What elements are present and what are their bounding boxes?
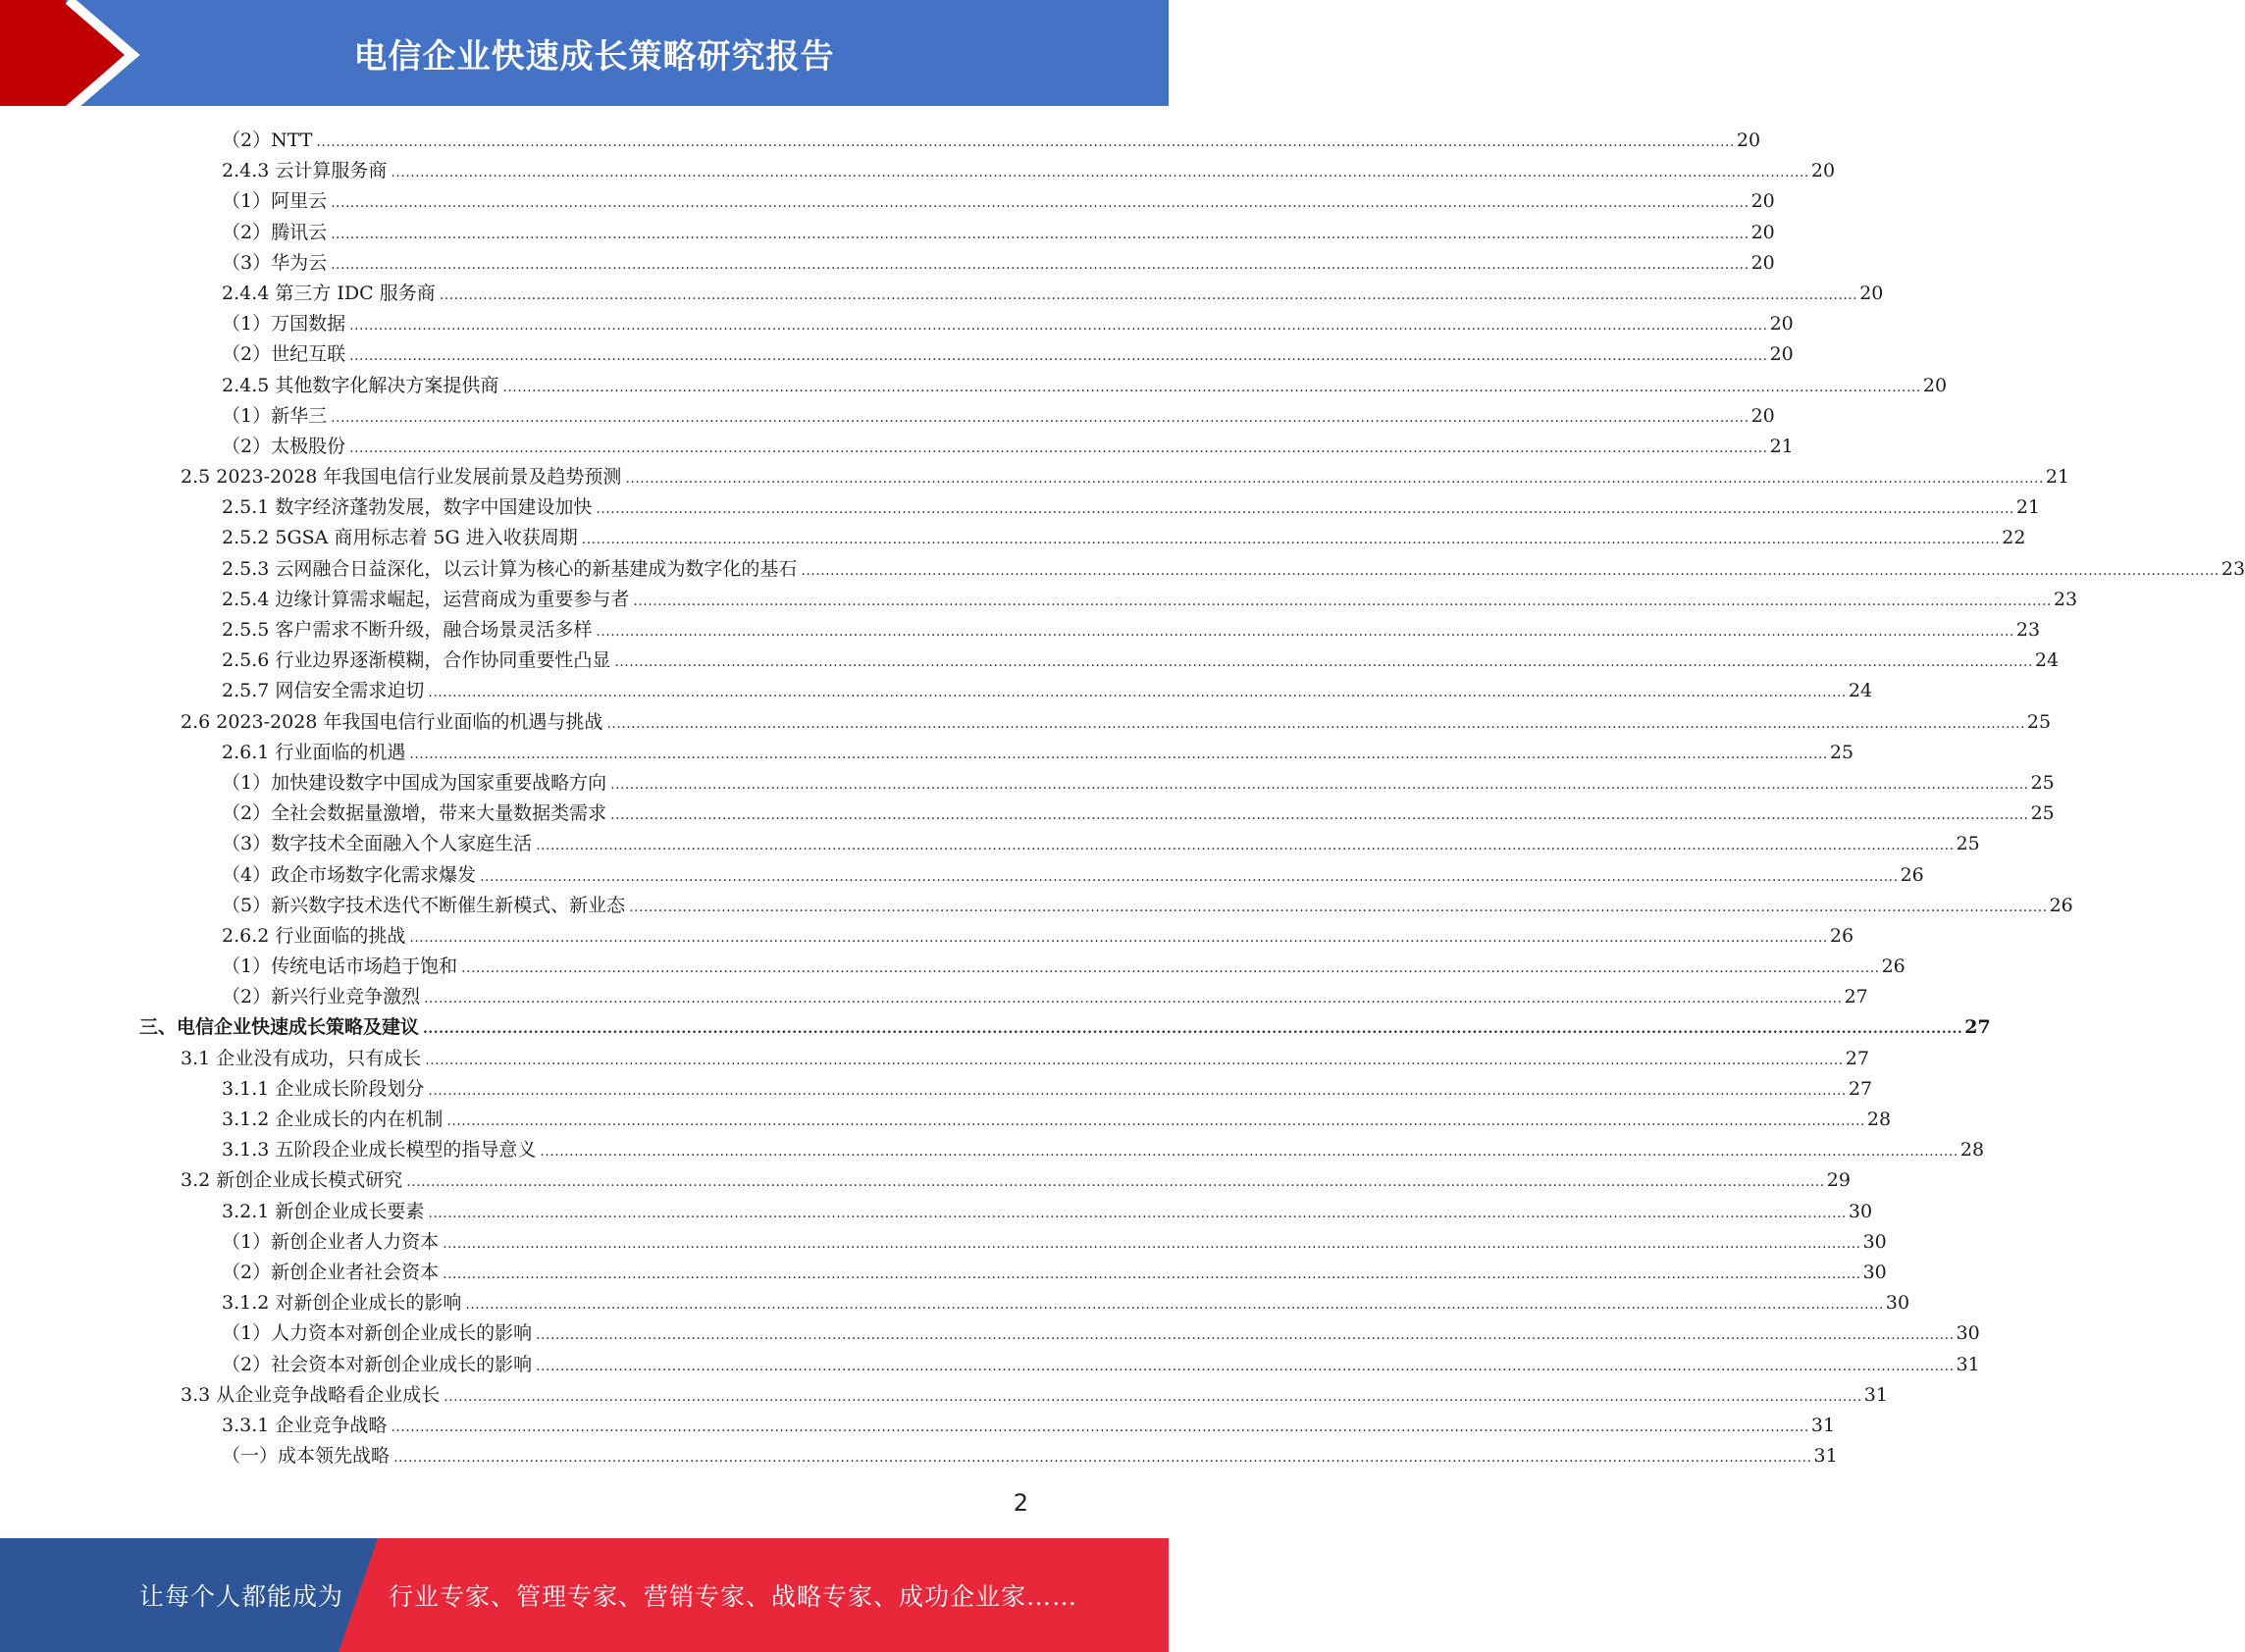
- toc-entry-page: 27: [1845, 1047, 1869, 1069]
- toc-entry[interactable]: [0, 676, 1873, 706]
- toc-dot-leader: [614, 647, 2032, 678]
- table-of-contents: [0, 126, 2245, 1471]
- toc-dot-leader: [461, 954, 1879, 984]
- toc-entry[interactable]: [0, 1197, 1873, 1227]
- toc-entry[interactable]: [0, 585, 2078, 615]
- toc-entry[interactable]: [0, 1441, 1838, 1471]
- toc-entry-page: 31: [1813, 1445, 1838, 1468]
- toc-dot-leader: [409, 923, 1827, 954]
- toc-entry-page: 20: [1810, 160, 1836, 182]
- toc-entry-page: 20: [1750, 190, 1775, 213]
- toc-dot-leader: [423, 1014, 1962, 1045]
- toc-entry[interactable]: [0, 279, 1884, 309]
- footer-slogan-right: 行业专家、管理专家、营销专家、战略专家、成功企业家……: [389, 1582, 1078, 1611]
- toc-entry-title: （一）成本领先战略: [222, 1445, 391, 1468]
- toc-dot-leader: [582, 525, 2000, 555]
- toc-entry-page: 26: [1900, 863, 1924, 886]
- toc-entry-title: （2）社会资本对新创企业成长的影响: [222, 1353, 533, 1375]
- toc-entry-title: （4）政企市场数字化需求爆发: [222, 863, 477, 886]
- toc-entry-page: 28: [1866, 1109, 1892, 1130]
- toc-dot-leader: [536, 831, 1954, 861]
- toc-entry[interactable]: [0, 1227, 1887, 1258]
- toc-entry[interactable]: [0, 1288, 1910, 1318]
- toc-entry[interactable]: [0, 156, 1836, 186]
- toc-entry[interactable]: [0, 1258, 1887, 1288]
- toc-dot-leader: [801, 556, 2219, 587]
- toc-entry-page: 25: [2030, 802, 2055, 825]
- toc-entry-title: （1）新华三: [222, 404, 328, 427]
- toc-entry-page: 30: [1862, 1261, 1887, 1283]
- toc-entry-page: 27: [1844, 986, 1868, 1008]
- toc-entry[interactable]: [0, 982, 1868, 1012]
- toc-dot-leader: [443, 1229, 1860, 1260]
- toc-dot-leader: [428, 1076, 1846, 1107]
- toc-dot-leader: [596, 617, 2013, 647]
- toc-entry[interactable]: [0, 829, 1980, 859]
- toc-entry-page: 31: [1810, 1414, 1836, 1436]
- toc-entry-title: （2）太极股份: [222, 435, 346, 457]
- toc-entry[interactable]: [0, 707, 2052, 738]
- toc-entry-page: 31: [1863, 1383, 1888, 1406]
- toc-entry-page: 30: [1885, 1292, 1910, 1315]
- toc-dot-leader: [610, 800, 2028, 831]
- toc-entry-page: 30: [1956, 1322, 1980, 1345]
- toc-dot-leader: [428, 1199, 1846, 1229]
- toc-entry[interactable]: [0, 309, 1794, 339]
- toc-dot-leader: [331, 220, 1749, 250]
- toc-entry[interactable]: [0, 371, 1948, 401]
- toc-entry-page: 21: [2015, 496, 2041, 519]
- toc-dot-leader: [409, 740, 1827, 770]
- toc-dot-leader: [465, 1290, 1883, 1320]
- toc-entry-page: 20: [1750, 221, 1775, 243]
- toc-dot-leader: [331, 188, 1749, 219]
- toc-entry[interactable]: [0, 1044, 1869, 1074]
- toc-entry-page: 20: [1769, 343, 1794, 366]
- toc-entry-page: 23: [2220, 557, 2245, 580]
- toc-dot-leader: [606, 709, 2024, 740]
- toc-entry-title: （2）新兴行业竞争激烈: [222, 986, 421, 1008]
- toc-entry[interactable]: [0, 1165, 1851, 1196]
- toc-entry-title: 3.1.3 五阶段企业成长模型的指导意义: [222, 1139, 537, 1162]
- toc-entry-title: 2.6 2023-2028 年我国电信行业面临的机遇与挑战: [181, 710, 603, 733]
- toc-dot-leader: [633, 587, 2051, 617]
- toc-entry[interactable]: [0, 432, 1794, 462]
- toc-entry[interactable]: [0, 738, 1854, 768]
- toc-entry-title: 2.4.4 第三方 IDC 服务商: [222, 282, 436, 304]
- toc-dot-leader: [393, 1443, 1811, 1473]
- toc-dot-leader: [540, 1137, 1958, 1167]
- toc-entry-title: （2）世纪互联: [222, 343, 346, 366]
- toc-entry[interactable]: [0, 1350, 1980, 1380]
- toc-dot-leader: [625, 464, 2043, 494]
- page-number: 2: [1013, 1489, 1028, 1517]
- toc-entry-title: 3.2.1 新创企业成长要素: [222, 1200, 425, 1222]
- document-title: 电信企业快速成长策略研究报告: [353, 36, 835, 77]
- toc-entry-page: 24: [2034, 649, 2060, 672]
- toc-entry-page: 26: [1829, 924, 1854, 947]
- toc-entry-title: （1）阿里云: [222, 190, 328, 213]
- toc-entry-page: 20: [1736, 129, 1761, 151]
- toc-entry[interactable]: [0, 339, 1794, 370]
- toc-entry-title: 3.1 企业没有成功，只有成长: [181, 1047, 422, 1069]
- toc-entry-title: 2.4.3 云计算服务商: [222, 160, 388, 182]
- toc-entry-page: 25: [1956, 833, 1980, 855]
- toc-entry[interactable]: [0, 126, 1761, 156]
- toc-entry[interactable]: [0, 615, 2041, 645]
- toc-entry[interactable]: [0, 554, 2245, 585]
- toc-entry-page: 29: [1826, 1169, 1851, 1192]
- toc-entry-title: 3.3.1 企业竞争战略: [222, 1414, 388, 1436]
- toc-entry-title: 2.5.1 数字经济蓬勃发展，数字中国建设加快: [222, 496, 593, 519]
- toc-dot-leader: [425, 1046, 1843, 1076]
- toc-dot-leader: [446, 1107, 1864, 1137]
- toc-dot-leader: [536, 1352, 1954, 1382]
- toc-entry-page: 25: [1829, 741, 1854, 763]
- toc-entry-title: 2.6.2 行业面临的挑战: [222, 924, 406, 947]
- toc-entry[interactable]: [0, 1135, 1985, 1165]
- toc-dot-leader: [596, 494, 2013, 525]
- toc-entry-title: 三、电信企业快速成长策略及建议: [139, 1016, 420, 1039]
- toc-entry-page: 30: [1862, 1230, 1887, 1253]
- toc-entry-title: 2.4.5 其他数字化解决方案提供商: [222, 374, 499, 396]
- toc-dot-leader: [444, 1382, 1861, 1413]
- footer-slogan-left: 让每个人都能成为: [139, 1582, 344, 1611]
- toc-dot-leader: [349, 311, 1767, 341]
- toc-dot-leader: [391, 1413, 1808, 1443]
- toc-dot-leader: [331, 250, 1749, 281]
- toc-entry-title: （3）华为云: [222, 251, 328, 274]
- toc-entry[interactable]: [0, 768, 2055, 799]
- toc-entry[interactable]: [0, 1380, 1888, 1411]
- toc-dot-leader: [443, 1260, 1860, 1290]
- toc-entry[interactable]: [0, 401, 1775, 432]
- toc-entry-page: 20: [1750, 251, 1775, 274]
- toc-entry[interactable]: [0, 186, 1775, 217]
- toc-entry-page: 20: [1922, 374, 1948, 396]
- toc-entry-title: 3.1.2 企业成长的内在机制: [222, 1109, 444, 1130]
- toc-entry[interactable]: [0, 1318, 1980, 1349]
- toc-entry-title: （3）数字技术全面融入个人家庭生活: [222, 833, 533, 855]
- toc-entry-page: 25: [2030, 771, 2055, 794]
- toc-entry-page: 24: [1848, 680, 1873, 702]
- toc-dot-leader: [391, 158, 1808, 188]
- toc-entry[interactable]: [0, 921, 1854, 952]
- toc-dot-leader: [424, 984, 1842, 1014]
- toc-dot-leader: [349, 434, 1767, 464]
- toc-dot-leader: [349, 341, 1767, 372]
- toc-entry-page: 26: [2049, 894, 2073, 916]
- toc-entry-title: 3.1.2 对新创企业成长的影响: [222, 1292, 462, 1315]
- toc-entry-title: 3.2 新创企业成长模式研究: [181, 1169, 403, 1192]
- toc-entry-page: 27: [1964, 1016, 1991, 1039]
- toc-dot-leader: [502, 373, 1920, 403]
- toc-entry-title: 2.5.5 客户需求不断升级，融合场景灵活多样: [222, 619, 593, 641]
- toc-entry-title: （1）传统电话市场趋于饱和: [222, 955, 458, 978]
- toc-entry-page: 25: [2026, 710, 2052, 733]
- toc-entry[interactable]: [0, 860, 1924, 891]
- toc-entry-page: 20: [1859, 282, 1884, 304]
- toc-entry[interactable]: [0, 523, 2026, 553]
- toc-entry-title: 3.3 从企业竞争战略看企业成长: [181, 1383, 441, 1406]
- toc-entry-page: 26: [1881, 955, 1906, 978]
- toc-entry-page: 22: [2002, 527, 2026, 549]
- toc-entry-page: 20: [1769, 313, 1794, 336]
- page-footer: [0, 1538, 1169, 1652]
- toc-entry-title: 2.5.6 行业边界逐渐模糊，合作协同重要性凸显: [222, 649, 611, 672]
- toc-entry-title: 2.5.2 5GSA 商用标志着 5G 进入收获周期: [222, 527, 578, 549]
- toc-entry-title: 2.5.3 云网融合日益深化，以云计算为核心的新基建成为数字化的基石: [222, 557, 798, 580]
- toc-dot-leader: [480, 862, 1898, 893]
- toc-entry-page: 28: [1959, 1139, 1985, 1162]
- toc-entry[interactable]: [0, 492, 2041, 523]
- toc-dot-leader: [536, 1320, 1954, 1351]
- toc-entry-page: 21: [2045, 466, 2070, 489]
- toc-entry-title: （2）腾讯云: [222, 221, 328, 243]
- toc-dot-leader: [406, 1167, 1824, 1198]
- page-header: [0, 0, 1169, 110]
- toc-entry[interactable]: [0, 248, 1775, 279]
- toc-entry-page: 30: [1848, 1200, 1873, 1222]
- toc-entry[interactable]: [0, 462, 2070, 492]
- toc-entry-page: 20: [1750, 404, 1775, 427]
- toc-entry-title: （1）加快建设数字中国成为国家重要战略方向: [222, 771, 607, 794]
- toc-entry-page: 31: [1956, 1353, 1980, 1375]
- toc-entry-page: 27: [1848, 1077, 1873, 1100]
- toc-entry[interactable]: [0, 1074, 1873, 1105]
- toc-entry[interactable]: [0, 645, 2060, 676]
- toc-entry[interactable]: [0, 1012, 1991, 1043]
- toc-dot-leader: [440, 281, 1857, 311]
- toc-entry-title: （2）新创企业者社会资本: [222, 1261, 440, 1283]
- toc-entry-title: 2.5 2023-2028 年我国电信行业发展前景及趋势预测: [181, 466, 622, 489]
- toc-entry[interactable]: [0, 1105, 1892, 1135]
- toc-entry-title: （1）万国数据: [222, 313, 346, 336]
- toc-entry-title: 3.1.1 企业成长阶段划分: [222, 1077, 425, 1100]
- toc-entry[interactable]: [0, 218, 1775, 248]
- toc-entry-title: 2.6.1 行业面临的机遇: [222, 741, 406, 763]
- toc-dot-leader: [331, 403, 1749, 434]
- toc-entry[interactable]: [0, 891, 2073, 921]
- toc-entry[interactable]: [0, 799, 2055, 829]
- toc-entry-page: 23: [2053, 588, 2078, 610]
- toc-dot-leader: [428, 678, 1846, 708]
- toc-entry-title: （1）人力资本对新创企业成长的影响: [222, 1322, 533, 1345]
- toc-entry[interactable]: [0, 952, 1906, 982]
- toc-dot-leader: [610, 770, 2028, 800]
- toc-entry-page: 21: [1769, 435, 1794, 457]
- toc-dot-leader: [629, 893, 2047, 923]
- toc-entry-page: 23: [2015, 619, 2041, 641]
- toc-entry-title: 2.5.7 网信安全需求迫切: [222, 680, 425, 702]
- toc-entry-title: （5）新兴数字技术迭代不断催生新模式、新业态: [222, 894, 626, 916]
- toc-entry[interactable]: [0, 1411, 1836, 1441]
- toc-entry-title: 2.5.4 边缘计算需求崛起，运营商成为重要参与者: [222, 588, 630, 610]
- toc-entry-title: （2）全社会数据量激增，带来大量数据类需求: [222, 802, 607, 825]
- toc-entry-title: （1）新创企业者人力资本: [222, 1230, 440, 1253]
- toc-entry-title: （2）NTT: [222, 129, 313, 151]
- toc-dot-leader: [316, 128, 1734, 158]
